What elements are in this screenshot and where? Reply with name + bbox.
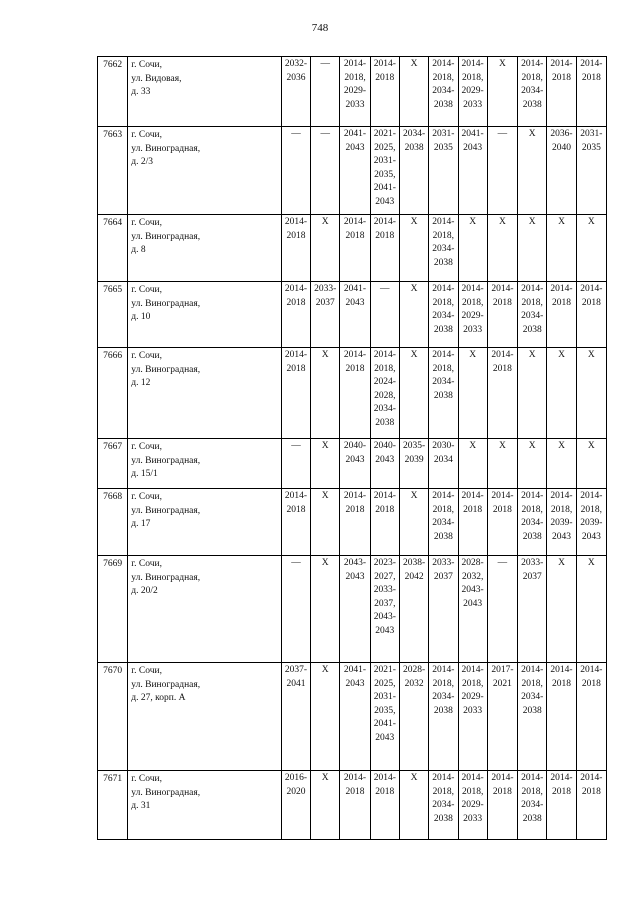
period-cell: X	[547, 215, 576, 282]
buildings-table	[97, 56, 607, 840]
period-cell: —	[311, 127, 340, 215]
period-cell: 2014- 2018, 2029- 2033	[458, 282, 487, 348]
address-cell: г. Сочи, ул. Виноградная, д. 15/1	[128, 439, 282, 489]
table-row	[98, 127, 607, 215]
period-cell: X	[458, 439, 487, 489]
period-cell: 2040- 2043	[370, 439, 399, 489]
address-cell: г. Сочи, ул. Виноградная, д. 27, корп. А	[128, 663, 282, 771]
table-row	[98, 57, 607, 127]
period-cell: 2038- 2042	[399, 556, 428, 663]
row-number-cell: 7668	[98, 489, 128, 556]
period-cell: 2014- 2018	[281, 348, 310, 439]
row-number-cell: 7663	[98, 127, 128, 215]
period-cell: X	[311, 771, 340, 840]
address-cell: г. Сочи, ул. Видовая, д. 33	[128, 57, 282, 127]
period-cell: 2033- 2037	[518, 556, 547, 663]
period-cell: 2036- 2040	[547, 127, 576, 215]
period-cell: 2014- 2018, 2039- 2043	[576, 489, 606, 556]
period-cell: 2014- 2018	[281, 489, 310, 556]
row-number-cell: 7671	[98, 771, 128, 840]
period-cell: 2014- 2018, 2039- 2043	[547, 489, 576, 556]
period-cell: 2014- 2018, 2034- 2038	[429, 489, 458, 556]
address-cell: г. Сочи, ул. Виноградная, д. 8	[128, 215, 282, 282]
period-cell: —	[281, 439, 310, 489]
period-cell: X	[311, 348, 340, 439]
table-row	[98, 439, 607, 489]
period-cell: X	[487, 439, 517, 489]
period-cell: 2014- 2018	[487, 348, 517, 439]
period-cell: 2034- 2038	[399, 127, 428, 215]
period-cell: 2031- 2035	[429, 127, 458, 215]
period-cell: X	[487, 215, 517, 282]
period-cell: X	[547, 348, 576, 439]
period-cell: 2021- 2025, 2031- 2035, 2041- 2043	[370, 663, 399, 771]
period-cell: 2014- 2018, 2034- 2038	[429, 282, 458, 348]
period-cell: X	[311, 215, 340, 282]
page-number: 748	[311, 22, 329, 34]
period-cell: 2040- 2043	[340, 439, 370, 489]
period-cell: X	[518, 127, 547, 215]
period-cell: 2014- 2018	[340, 348, 370, 439]
period-cell: 2014- 2018, 2034- 2038	[429, 771, 458, 840]
row-number-cell: 7664	[98, 215, 128, 282]
period-cell: 2014- 2018, 2034- 2038	[518, 489, 547, 556]
period-cell: 2014- 2018	[370, 215, 399, 282]
period-cell: 2033- 2037	[311, 282, 340, 348]
table-row	[98, 282, 607, 348]
period-cell: 2023- 2027, 2033- 2037, 2043- 2043	[370, 556, 399, 663]
period-cell: 2041- 2043	[340, 663, 370, 771]
address-cell: г. Сочи, ул. Виноградная, д. 2/3	[128, 127, 282, 215]
period-cell: X	[399, 771, 428, 840]
table-row	[98, 556, 607, 663]
period-cell: 2041- 2043	[458, 127, 487, 215]
period-cell: X	[518, 348, 547, 439]
period-cell: —	[281, 127, 310, 215]
period-cell: 2014- 2018, 2029- 2033	[340, 57, 370, 127]
period-cell: —	[311, 57, 340, 127]
row-number-cell: 7670	[98, 663, 128, 771]
period-cell: 2014- 2018	[340, 489, 370, 556]
period-cell: 2021- 2025, 2031- 2035, 2041- 2043	[370, 127, 399, 215]
period-cell: X	[576, 556, 606, 663]
period-cell: 2014- 2018, 2034- 2038	[429, 348, 458, 439]
period-cell: —	[370, 282, 399, 348]
period-cell: 2030- 2034	[429, 439, 458, 489]
period-cell: X	[399, 57, 428, 127]
period-cell: 2014- 2018	[576, 663, 606, 771]
period-cell: 2037- 2041	[281, 663, 310, 771]
period-cell: X	[518, 215, 547, 282]
period-cell: 2014- 2018, 2034- 2038	[518, 57, 547, 127]
period-cell: X	[399, 348, 428, 439]
table-row	[98, 771, 607, 840]
period-cell: X	[311, 556, 340, 663]
period-cell: 2014- 2018	[576, 282, 606, 348]
row-number-cell: 7665	[98, 282, 128, 348]
row-number-cell: 7662	[98, 57, 128, 127]
period-cell: —	[281, 556, 310, 663]
period-cell: 2028- 2032, 2043- 2043	[458, 556, 487, 663]
period-cell: 2014- 2018, 2034- 2038	[518, 663, 547, 771]
period-cell: 2014- 2018, 2024- 2028, 2034- 2038	[370, 348, 399, 439]
period-cell: 2014- 2018, 2034- 2038	[518, 771, 547, 840]
period-cell: 2014- 2018	[487, 282, 517, 348]
period-cell: 2043- 2043	[340, 556, 370, 663]
period-cell: X	[399, 489, 428, 556]
table-row	[98, 348, 607, 439]
period-cell: X	[458, 215, 487, 282]
address-cell: г. Сочи, ул. Виноградная, д. 20/2	[128, 556, 282, 663]
period-cell: 2041- 2043	[340, 127, 370, 215]
period-cell: —	[487, 556, 517, 663]
period-cell: 2014- 2018	[281, 282, 310, 348]
period-cell: 2014- 2018	[576, 57, 606, 127]
period-cell: 2014- 2018	[370, 771, 399, 840]
period-cell: 2014- 2018, 2029- 2033	[458, 771, 487, 840]
period-cell: 2014- 2018	[340, 771, 370, 840]
period-cell: 2014- 2018	[370, 489, 399, 556]
period-cell: 2014- 2018	[340, 215, 370, 282]
period-cell: 2014- 2018, 2034- 2038	[429, 57, 458, 127]
period-cell: X	[311, 489, 340, 556]
address-cell: г. Сочи, ул. Виноградная, д. 17	[128, 489, 282, 556]
period-cell: X	[547, 439, 576, 489]
period-cell: X	[576, 439, 606, 489]
period-cell: X	[458, 348, 487, 439]
period-cell: X	[487, 57, 517, 127]
period-cell: X	[311, 663, 340, 771]
row-number-cell: 7666	[98, 348, 128, 439]
period-cell: 2031- 2035	[576, 127, 606, 215]
row-number-cell: 7669	[98, 556, 128, 663]
period-cell: X	[547, 556, 576, 663]
period-cell: 2014- 2018	[458, 489, 487, 556]
period-cell: 2014- 2018, 2034- 2038	[518, 282, 547, 348]
table-row	[98, 489, 607, 556]
address-cell: г. Сочи, ул. Виноградная, д. 31	[128, 771, 282, 840]
period-cell: 2041- 2043	[340, 282, 370, 348]
address-cell: г. Сочи, ул. Виноградная, д. 12	[128, 348, 282, 439]
period-cell: 2014- 2018	[547, 771, 576, 840]
period-cell: 2014- 2018	[370, 57, 399, 127]
period-cell: 2014- 2018	[281, 215, 310, 282]
period-cell: 2016- 2020	[281, 771, 310, 840]
period-cell: 2014- 2018, 2029- 2033	[458, 57, 487, 127]
period-cell: 2014- 2018	[487, 489, 517, 556]
period-cell: 2014- 2018, 2034- 2038	[429, 215, 458, 282]
period-cell: 2035- 2039	[399, 439, 428, 489]
period-cell: 2032- 2036	[281, 57, 310, 127]
period-cell: 2033- 2037	[429, 556, 458, 663]
period-cell: X	[399, 215, 428, 282]
period-cell: 2014- 2018	[487, 771, 517, 840]
table-row	[98, 215, 607, 282]
period-cell: 2014- 2018, 2029- 2033	[458, 663, 487, 771]
period-cell: X	[311, 439, 340, 489]
period-cell: X	[518, 439, 547, 489]
period-cell: —	[487, 127, 517, 215]
period-cell: 2014- 2018	[547, 57, 576, 127]
period-cell: 2014- 2018, 2034- 2038	[429, 663, 458, 771]
period-cell: 2028- 2032	[399, 663, 428, 771]
period-cell: 2017- 2021	[487, 663, 517, 771]
period-cell: 2014- 2018	[547, 282, 576, 348]
row-number-cell: 7667	[98, 439, 128, 489]
period-cell: X	[576, 348, 606, 439]
address-cell: г. Сочи, ул. Виноградная, д. 10	[128, 282, 282, 348]
period-cell: 2014- 2018	[547, 663, 576, 771]
period-cell: X	[399, 282, 428, 348]
period-cell: X	[576, 215, 606, 282]
period-cell: 2014- 2018	[576, 771, 606, 840]
table-row	[98, 663, 607, 771]
